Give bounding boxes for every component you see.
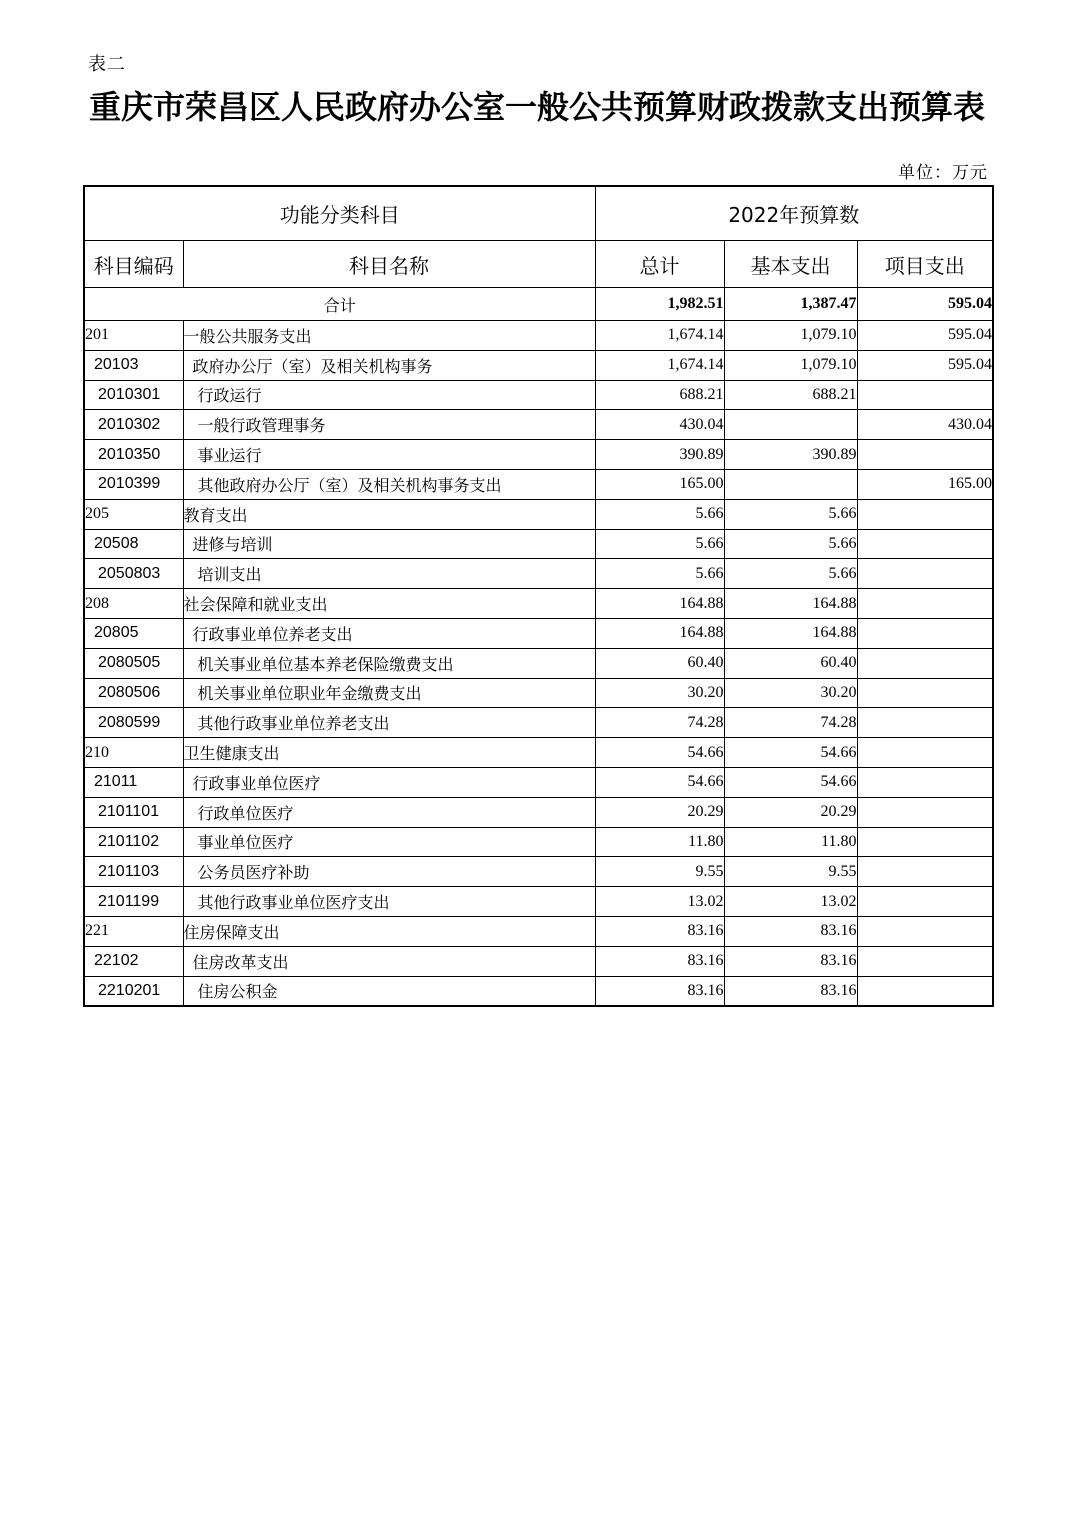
row-code: 2101101 <box>84 797 183 827</box>
row-name: 卫生健康支出 <box>183 738 595 768</box>
project-header: 项目支出 <box>857 241 993 288</box>
row-total: 83.16 <box>595 946 724 976</box>
row-project <box>857 738 993 768</box>
name-header: 科目名称 <box>183 241 595 288</box>
row-project <box>857 767 993 797</box>
total-project: 595.04 <box>857 288 993 321</box>
table-row <box>84 559 993 589</box>
row-basic: 164.88 <box>724 589 857 619</box>
row-name: 一般行政管理事务 <box>183 410 595 440</box>
row-project: 430.04 <box>857 410 993 440</box>
row-code: 221 <box>84 916 183 946</box>
row-name: 住房公积金 <box>183 976 595 1006</box>
row-name: 公务员医疗补助 <box>183 857 595 887</box>
row-basic: 83.16 <box>724 946 857 976</box>
row-basic: 54.66 <box>724 767 857 797</box>
row-code: 2080505 <box>84 648 183 678</box>
row-code: 205 <box>84 499 183 529</box>
header-row-1 <box>84 186 993 241</box>
row-project <box>857 618 993 648</box>
row-basic <box>724 469 857 499</box>
row-code: 208 <box>84 589 183 619</box>
table-row <box>84 857 993 887</box>
code-header: 科目编码 <box>84 241 183 288</box>
row-code: 20508 <box>84 529 183 559</box>
budget-year-header: 2022年预算数 <box>595 186 993 241</box>
row-code: 2010302 <box>84 410 183 440</box>
table-row <box>84 678 993 708</box>
row-name: 事业单位医疗 <box>183 827 595 857</box>
row-project <box>857 678 993 708</box>
row-project <box>857 559 993 589</box>
row-project <box>857 499 993 529</box>
row-basic: 5.66 <box>724 529 857 559</box>
row-total: 1,674.14 <box>595 350 724 380</box>
row-name: 政府办公厅（室）及相关机构事务 <box>183 350 595 380</box>
table-row <box>84 946 993 976</box>
row-basic: 74.28 <box>724 708 857 738</box>
row-project <box>857 827 993 857</box>
row-name: 教育支出 <box>183 499 595 529</box>
table-row <box>84 767 993 797</box>
row-project: 165.00 <box>857 469 993 499</box>
row-total: 20.29 <box>595 797 724 827</box>
row-code: 2010399 <box>84 469 183 499</box>
table-row <box>84 708 993 738</box>
row-total: 5.66 <box>595 499 724 529</box>
row-code: 21011 <box>84 767 183 797</box>
row-project <box>857 380 993 410</box>
row-code: 2010350 <box>84 440 183 470</box>
table-row <box>84 797 993 827</box>
row-basic: 60.40 <box>724 648 857 678</box>
row-project <box>857 946 993 976</box>
row-name: 机关事业单位基本养老保险缴费支出 <box>183 648 595 678</box>
row-total: 164.88 <box>595 618 724 648</box>
row-basic: 5.66 <box>724 559 857 589</box>
row-project <box>857 440 993 470</box>
row-project: 595.04 <box>857 321 993 351</box>
row-project <box>857 529 993 559</box>
row-code: 2101103 <box>84 857 183 887</box>
row-name: 行政运行 <box>183 380 595 410</box>
row-project <box>857 589 993 619</box>
row-code: 210 <box>84 738 183 768</box>
table-row <box>84 589 993 619</box>
row-total: 54.66 <box>595 738 724 768</box>
row-project <box>857 887 993 917</box>
row-basic: 20.29 <box>724 797 857 827</box>
table-row <box>84 738 993 768</box>
row-code: 2010301 <box>84 380 183 410</box>
row-project: 595.04 <box>857 350 993 380</box>
row-basic: 13.02 <box>724 887 857 917</box>
row-total: 13.02 <box>595 887 724 917</box>
row-total: 60.40 <box>595 648 724 678</box>
row-total: 5.66 <box>595 529 724 559</box>
total-header: 总计 <box>595 241 724 288</box>
row-total: 30.20 <box>595 678 724 708</box>
row-total: 83.16 <box>595 976 724 1006</box>
row-total: 54.66 <box>595 767 724 797</box>
row-name: 进修与培训 <box>183 529 595 559</box>
row-total: 83.16 <box>595 916 724 946</box>
table-row <box>84 440 993 470</box>
row-basic: 54.66 <box>724 738 857 768</box>
table-row <box>84 380 993 410</box>
total-total: 1,982.51 <box>595 288 724 321</box>
table-row <box>84 887 993 917</box>
basic-header: 基本支出 <box>724 241 857 288</box>
table-row <box>84 827 993 857</box>
row-name: 住房保障支出 <box>183 916 595 946</box>
row-basic: 1,079.10 <box>724 350 857 380</box>
row-name: 其他行政事业单位医疗支出 <box>183 887 595 917</box>
row-total: 9.55 <box>595 857 724 887</box>
row-project <box>857 857 993 887</box>
row-name: 行政事业单位养老支出 <box>183 618 595 648</box>
row-name: 其他行政事业单位养老支出 <box>183 708 595 738</box>
row-project <box>857 708 993 738</box>
row-project <box>857 648 993 678</box>
header-row-2 <box>84 241 993 288</box>
row-name: 培训支出 <box>183 559 595 589</box>
total-row <box>84 288 993 321</box>
table-row <box>84 916 993 946</box>
row-total: 5.66 <box>595 559 724 589</box>
row-total: 390.89 <box>595 440 724 470</box>
row-name: 机关事业单位职业年金缴费支出 <box>183 678 595 708</box>
row-name: 行政单位医疗 <box>183 797 595 827</box>
row-basic: 5.66 <box>724 499 857 529</box>
row-total: 165.00 <box>595 469 724 499</box>
row-project <box>857 976 993 1006</box>
total-basic: 1,387.47 <box>724 288 857 321</box>
row-name: 社会保障和就业支出 <box>183 589 595 619</box>
row-code: 2210201 <box>84 976 183 1006</box>
row-code: 2101199 <box>84 887 183 917</box>
row-name: 其他政府办公厅（室）及相关机构事务支出 <box>183 469 595 499</box>
row-name: 住房改革支出 <box>183 946 595 976</box>
row-project <box>857 916 993 946</box>
row-name: 一般公共服务支出 <box>183 321 595 351</box>
row-basic: 83.16 <box>724 976 857 1006</box>
row-basic: 83.16 <box>724 916 857 946</box>
table-row <box>84 648 993 678</box>
row-total: 74.28 <box>595 708 724 738</box>
total-label: 合计 <box>84 288 595 321</box>
row-basic: 11.80 <box>724 827 857 857</box>
row-basic <box>724 410 857 440</box>
row-basic: 164.88 <box>724 618 857 648</box>
row-basic: 1,079.10 <box>724 321 857 351</box>
row-total: 164.88 <box>595 589 724 619</box>
row-basic: 30.20 <box>724 678 857 708</box>
budget-table <box>83 185 994 1007</box>
row-code: 2101102 <box>84 827 183 857</box>
table-row <box>84 976 993 1006</box>
unit-label: 单位：万元 <box>898 163 988 183</box>
row-code: 20805 <box>84 618 183 648</box>
table-body <box>84 288 993 1007</box>
table-number-label: 表二 <box>88 54 126 75</box>
row-total: 688.21 <box>595 380 724 410</box>
row-total: 430.04 <box>595 410 724 440</box>
row-basic: 688.21 <box>724 380 857 410</box>
table-row <box>84 618 993 648</box>
row-total: 11.80 <box>595 827 724 857</box>
row-code: 2080599 <box>84 708 183 738</box>
table-row <box>84 469 993 499</box>
row-basic: 390.89 <box>724 440 857 470</box>
row-code: 2080506 <box>84 678 183 708</box>
table-row <box>84 529 993 559</box>
row-code: 201 <box>84 321 183 351</box>
table-row <box>84 321 993 351</box>
table-row <box>84 350 993 380</box>
row-name: 事业运行 <box>183 440 595 470</box>
row-project <box>857 797 993 827</box>
row-code: 22102 <box>84 946 183 976</box>
table-row <box>84 410 993 440</box>
functional-class-header: 功能分类科目 <box>84 186 595 241</box>
page-title: 重庆市荣昌区人民政府办公室一般公共预算财政拨款支出预算表 <box>88 88 985 126</box>
row-code: 20103 <box>84 350 183 380</box>
row-basic: 9.55 <box>724 857 857 887</box>
row-code: 2050803 <box>84 559 183 589</box>
table-row <box>84 499 993 529</box>
row-total: 1,674.14 <box>595 321 724 351</box>
row-name: 行政事业单位医疗 <box>183 767 595 797</box>
